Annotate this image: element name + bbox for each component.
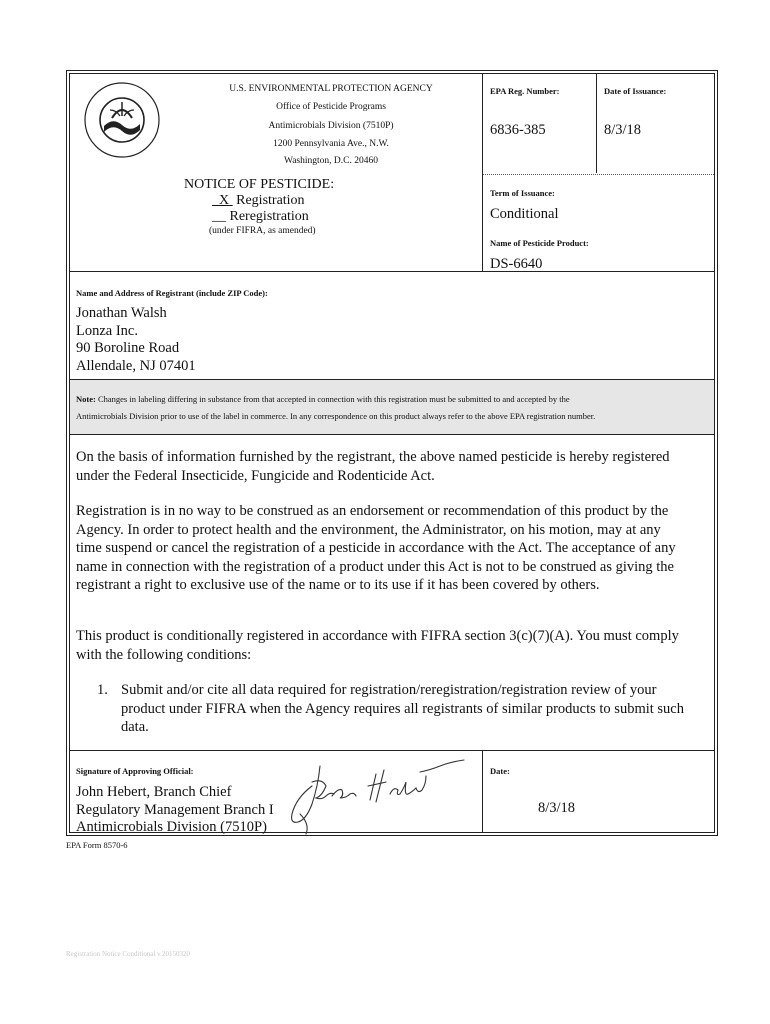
agency-name: U.S. ENVIRONMENTAL PROTECTION AGENCY (229, 84, 433, 94)
registrant-name: Jonathan Walsh (76, 305, 167, 321)
date-label: Date: (490, 766, 510, 776)
city-address: Washington, D.C. 20460 (284, 156, 378, 166)
term-divider (483, 174, 714, 175)
division-name: Antimicrobials Division (7510P) (268, 121, 394, 131)
signer-name: John Hebert, Branch Chief (76, 784, 232, 800)
body-bottom-rule (70, 750, 714, 751)
handwritten-signature (280, 752, 470, 836)
header-column-divider (482, 73, 483, 271)
term-value: Conditional (490, 206, 559, 222)
signer-block (76, 784, 274, 837)
reg-number-value: 6836-385 (490, 122, 546, 138)
signature-column-divider (482, 751, 483, 833)
product-label: Name of Pesticide Product: (490, 238, 589, 248)
note-label: Note: (76, 394, 96, 404)
signature-date-value: 8/3/18 (538, 800, 576, 816)
registrant-street: 90 Boroline Road (76, 340, 180, 356)
signer-division: Antimicrobials Division (7510P) (76, 819, 267, 835)
registrant-company: Lonza Inc. (76, 322, 138, 339)
paragraph-basis: On the basis of information furnished by the registrant, the above named pesticide is hereby registered under the Federal Insecticide, Fungicide and Rodenticide Act. (76, 449, 670, 484)
registrant-city: Allendale, NJ 07401 (76, 357, 196, 374)
notice-title: NOTICE OF PESTICIDE: (184, 177, 335, 192)
note-line-1: Changes in labeling differing in substance from that accepted in connection with this registration must be submitted to and accepted by the (97, 394, 570, 404)
version-watermark: Registration Notice Conditional v.20150320 (66, 950, 190, 958)
note-bottom-rule (70, 434, 714, 435)
registration-mark: X (219, 193, 230, 208)
note-line-2: Antimicrobials Division prior to use of the label in commerce. In any correspondence on this product always refer to the above EPA registration number. (76, 411, 596, 421)
registrant-address (76, 305, 196, 375)
registration-label: Registration (236, 193, 305, 208)
reregistration-option (212, 209, 309, 225)
reregistration-label: Reregistration (229, 209, 309, 224)
street-address: 1200 Pennsylvania Ave., N.W. (273, 139, 389, 149)
issuance-date-label: Date of Issuance: (604, 86, 667, 96)
registrant-label: Name and Address of Registrant (include ZIP Code): (76, 288, 268, 298)
reg-number-label: EPA Reg. Number: (490, 86, 560, 96)
registration-option (212, 193, 305, 209)
term-label: Term of Issuance: (490, 188, 555, 198)
signature-label: Signature of Approving Official: (76, 766, 194, 776)
fifra-note: (under FIFRA, as amended) (209, 226, 316, 236)
paragraph-conditional: This product is conditionally registered in accordance with FIFRA section 3(c)(7)(A). You must comply with the following conditions: (76, 628, 679, 663)
note-text (76, 391, 708, 425)
epa-seal-logo (82, 80, 162, 160)
header-bottom-rule (70, 271, 714, 272)
form-number: EPA Form 8570-6 (66, 840, 128, 850)
product-value: DS-6640 (490, 256, 543, 272)
issuance-date-value: 8/3/18 (604, 122, 642, 138)
paragraph-disclaimer: Registration is in no way to be construed as an endorsement or recommendation of this product by the Agency. In order to protect health and the environment, the Administrator, on his motion, may at any time suspend or cancel the registration of a pesticide in accordance with the Act. The acceptance of any name in connection with the registration of a product under this Act is not to be construed as giving the registrant a right to exclusive use of the name or to its use if it has been covered by others. (76, 503, 676, 593)
office-name: Office of Pesticide Programs (276, 102, 386, 112)
signer-branch: Regulatory Management Branch I (76, 801, 274, 818)
condition-number: 1. (97, 682, 108, 698)
date-column-divider (596, 73, 597, 173)
reregistration-mark: __ (212, 209, 226, 224)
condition-text: Submit and/or cite all data required for registration/reregistration/registration review of your product under FIFRA when the Agency requires all registrants of similar products to submit such data. (121, 682, 684, 735)
